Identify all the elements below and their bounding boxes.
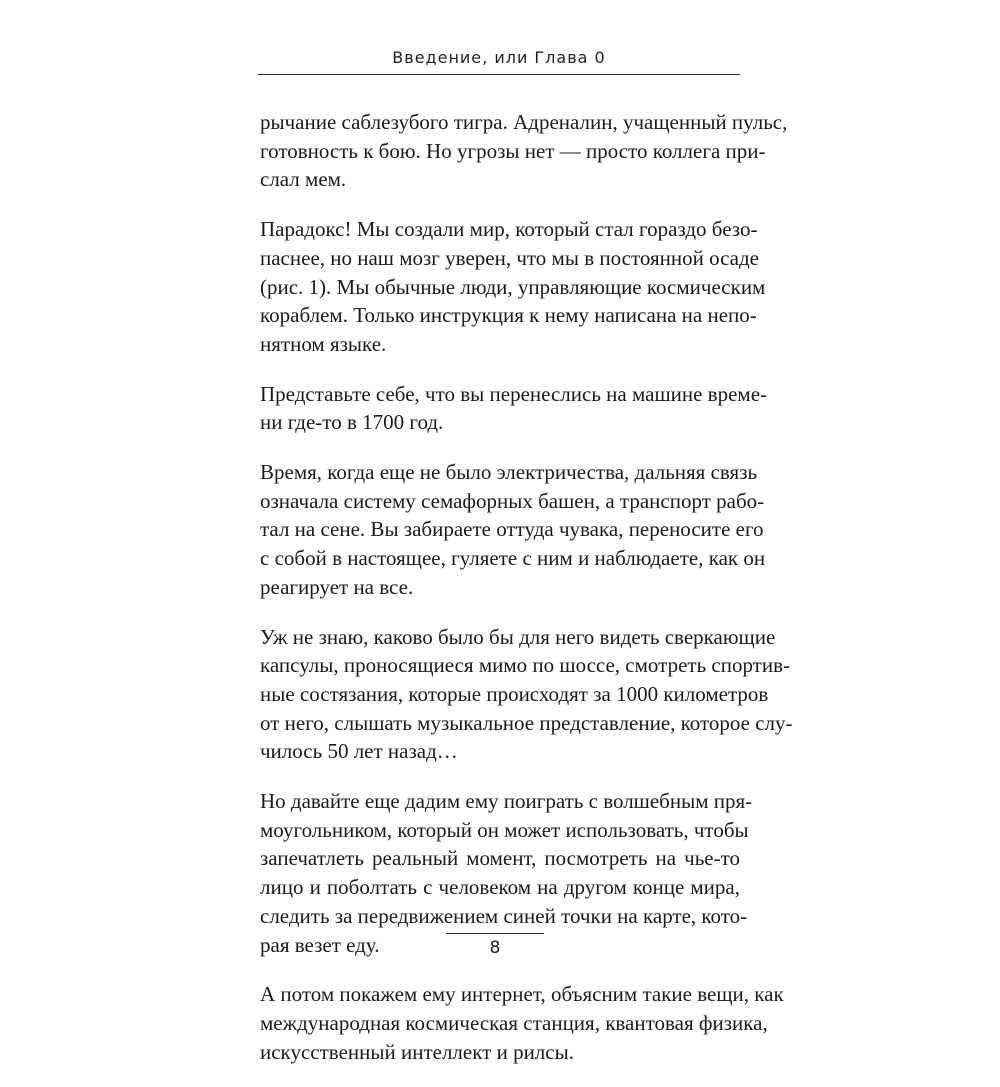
text-line: тал на сене. Вы забираете оттуда чувака, переносите его — [260, 517, 764, 542]
text-line: международная космическая станция, квантовая физика, — [260, 1010, 768, 1035]
footer-rule — [446, 933, 544, 934]
text-line: чилось 50 лет назад… — [260, 739, 458, 764]
text-line: означала систему семафорных башен, а транспорт рабо- — [260, 488, 765, 513]
text-line: кораблем. Только инструкция к нему написана на непо- — [260, 303, 757, 328]
text-line: ни где-то в 1700 год. — [260, 410, 444, 435]
text-line: Уж не знаю, каково было бы для него видеть сверкающие — [260, 624, 776, 649]
paragraph — [260, 623, 793, 767]
text-line: моугольником, который он может использовать, чтобы — [260, 817, 749, 842]
text-line: рая везет еду. — [260, 932, 380, 957]
text-line: с собой в настоящее, гуляете с ним и наблюдаете, как он — [260, 546, 766, 571]
text-line: А потом покажем ему интернет, объясним такие вещи, как — [260, 982, 784, 1007]
paragraph — [260, 215, 766, 359]
text-line: от него, слышать музыкальное представление, которое слу- — [260, 710, 793, 735]
text-line: запечатлеть реальный момент, посмотреть на чье-то — [260, 846, 740, 871]
text-line: лицо и поболтать с человеком на другом конце мира, — [260, 875, 740, 900]
paragraph — [260, 380, 768, 437]
text-line: Время, когда еще не было электричества, дальняя связь — [260, 460, 758, 485]
text-line: реагирует на все. — [260, 574, 414, 599]
text-line: Представьте себе, что вы перенеслись на машине време- — [260, 381, 768, 406]
text-line: искусственный интеллект и рилсы. — [260, 1039, 574, 1064]
running-head: Введение, или Глава 0 — [392, 48, 606, 67]
page-number: 8 — [489, 938, 501, 958]
text-line: готовность к бою. Но угрозы нет — просто коллега при- — [260, 138, 766, 163]
header-rule — [258, 74, 740, 75]
paragraph — [260, 458, 766, 602]
text-line: (рис. 1). Мы обычные люди, управляющие космическим — [260, 274, 766, 299]
text-line: паснее, но наш мозг уверен, что мы в постоянной осаде — [260, 245, 760, 270]
paragraph — [260, 980, 784, 1066]
text-line: Но давайте еще дадим ему поиграть с волшебным пря- — [260, 789, 753, 814]
text-line: рычание саблезубого тигра. Адреналин, учащенный пульс, — [260, 110, 788, 134]
text-line: слал мем. — [260, 167, 347, 192]
paragraph — [260, 108, 788, 194]
text-line: ные состязания, которые происходят за 1000 километров — [260, 681, 769, 706]
text-line: Парадокс! Мы создали мир, который стал гораздо безо- — [260, 217, 758, 242]
text-line: нятном языке. — [260, 331, 387, 356]
text-line: капсулы, проносящиеся мимо по шоссе, смотреть спортив- — [260, 653, 791, 678]
text-line: следить за передвижением синей точки на карте, кото- — [260, 903, 748, 928]
